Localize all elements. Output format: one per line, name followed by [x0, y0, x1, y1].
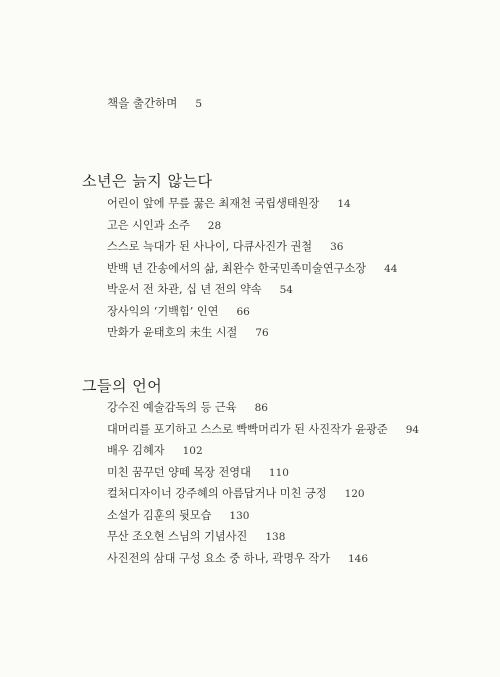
entry-page-number: 94	[405, 423, 420, 436]
entry-title: 무산 조오현 스님의 기념사진	[107, 530, 248, 543]
toc-entry[interactable]	[107, 462, 419, 484]
entry-page-number: 86	[254, 402, 268, 414]
toc-entry[interactable]	[107, 236, 397, 258]
entry-page-number: 14	[337, 198, 351, 210]
entry-title: 대머리를 포기하고 스스로 빡빡머리가 된 사진작가 윤광준	[107, 422, 388, 436]
entry-title: 배우 김혜자	[107, 444, 165, 457]
section-entry-list	[107, 397, 419, 569]
entry-page-number: 36	[330, 241, 344, 253]
entry-title: 미친 꿈꾸던 양떼 목장 전영대	[107, 465, 251, 479]
toc-entry[interactable]	[107, 258, 397, 280]
toc-entry[interactable]	[107, 440, 419, 462]
toc-entry[interactable]	[107, 301, 397, 323]
entry-title: 박운서 전 차관, 십 년 전의 약속	[107, 283, 262, 296]
toc-entry[interactable]	[107, 548, 419, 570]
entry-page-number: 54	[279, 284, 293, 296]
toc-entry[interactable]	[107, 505, 419, 527]
section-title: 그들의 언어	[82, 377, 163, 395]
entry-page-number: 76	[255, 327, 269, 339]
entry-page-number: 130	[229, 509, 250, 522]
toc-entry[interactable]	[107, 526, 419, 548]
entry-page-number: 44	[384, 262, 398, 275]
section-title: 소년은 늙지 않는다	[82, 172, 213, 190]
entry-title: 책을 출간하며	[107, 96, 178, 110]
entry-title: 고은 시인과 소주	[107, 218, 190, 232]
toc-entry[interactable]	[107, 215, 397, 237]
toc-entry[interactable]	[107, 322, 397, 344]
entry-page-number: 66	[236, 305, 250, 318]
entry-page-number: 102	[182, 445, 203, 457]
entry-page-number: 146	[347, 552, 369, 565]
entry-page-number: 120	[344, 488, 365, 500]
entry-title: 소설가 김훈의 뒷모습	[107, 508, 212, 522]
entry-title: 스스로 늑대가 된 사나이, 다큐사진가 권철	[107, 240, 313, 253]
entry-page-number: 138	[265, 531, 286, 543]
toc-entry[interactable]	[107, 419, 419, 441]
entry-page-number: 28	[207, 219, 222, 232]
toc-entry[interactable]	[107, 397, 419, 419]
entry-page-number: 110	[268, 466, 289, 479]
entry-title: 강수진 예술감독의 등 근육	[107, 401, 237, 414]
toc-entry[interactable]	[107, 279, 397, 301]
toc-entry[interactable]	[107, 483, 419, 505]
section-entry-list	[107, 193, 397, 344]
toc-entry[interactable]	[107, 193, 397, 215]
entry-title: 장사익의 ‘기백힘’ 인연	[107, 304, 219, 318]
entry-title: 컬처디자이너 강주혜의 아름답거나 미친 긍정	[107, 487, 327, 500]
entry-page-number: 5	[195, 98, 202, 110]
toc-entry-preface[interactable]	[107, 95, 202, 111]
entry-title: 만화가 윤태호의 未生 시절	[107, 326, 238, 339]
entry-title: 어린이 앞에 무릎 꿇은 최재천 국립생태원장	[107, 197, 320, 210]
entry-title: 사진전의 삼대 구성 요소 중 하나, 곽명우 작가	[107, 551, 330, 565]
entry-title: 반백 년 간송에서의 삶, 최완수 한국민족미술연구소장	[107, 261, 367, 275]
